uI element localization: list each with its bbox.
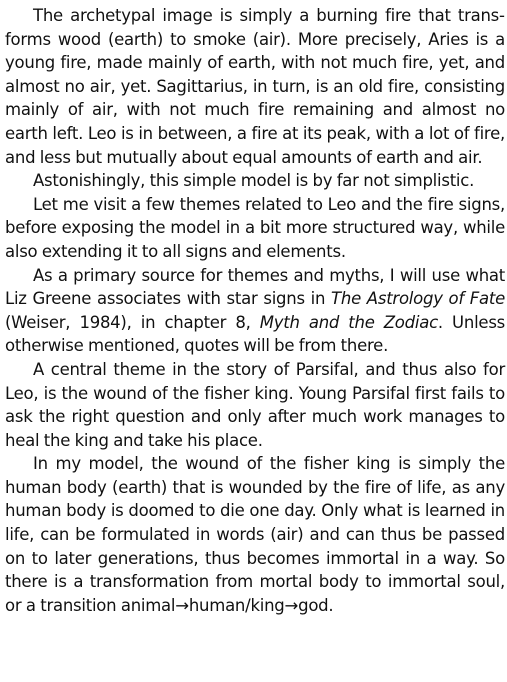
paragraph-parsifal xyxy=(5,358,505,452)
paragraph-text: A central theme in the story of Parsifal, and thus also for Leo, is the wound of the fisher king. Young Parsifal first fails to ask the right question and only after much work manages to heal the king and take his place. xyxy=(5,359,505,450)
document-page xyxy=(5,4,505,617)
paragraph-text: As a primary source for themes and myths, I will use what Liz Greene associates with star signs in xyxy=(5,265,505,309)
paragraph-text: Let me visit a few themes related to Leo and the fire signs, before exposing the model in a bit more structured way, while also extending it to all signs and elements. xyxy=(5,194,505,261)
paragraph-text: In my model, the wound of the fisher king is simply the human body (earth) that is wounded by the fire of life, as any human body is doomed to die one day. Only what is learned in life, can be formulated in words (air) and can thus be passed on to later generations, thus becomes immortal in a way. So there is a transformation from mortal body to immortal soul, or a transition animal→human/king→god. xyxy=(5,454,505,615)
paragraph-fisher-king-wound xyxy=(5,452,505,617)
paragraph-text: . Unless otherwise mentioned, quotes will be from there. xyxy=(5,312,506,356)
paragraph-not-simplistic xyxy=(5,169,505,193)
paragraph-fire-model xyxy=(5,4,505,169)
paragraph-text: The archetypal image is simply a burning fire that transforms wood (earth) to smoke (air). More precisely, Aries is a young fire, made mainly of earth, with not much fire, yet, and almost no air, yet. Sagittarius, in turn, is an old fire, consisting mainly of air, with not much fire remaining and almost no earth left. Leo is in between, a fire at its peak, with a lot of fire, and less but mutually about equal amounts of earth and air. xyxy=(5,6,505,167)
paragraph-text: Astonishingly, this simple model is by far not simplistic. xyxy=(33,171,475,191)
paragraph-source xyxy=(5,264,505,358)
book-title: The Astrology of Fate xyxy=(331,289,506,309)
chapter-title: Myth and the Zodiac xyxy=(259,312,438,332)
paragraph-text: (Weiser, 1984), in chapter 8, xyxy=(5,312,260,332)
paragraph-themes-intro xyxy=(5,193,505,264)
